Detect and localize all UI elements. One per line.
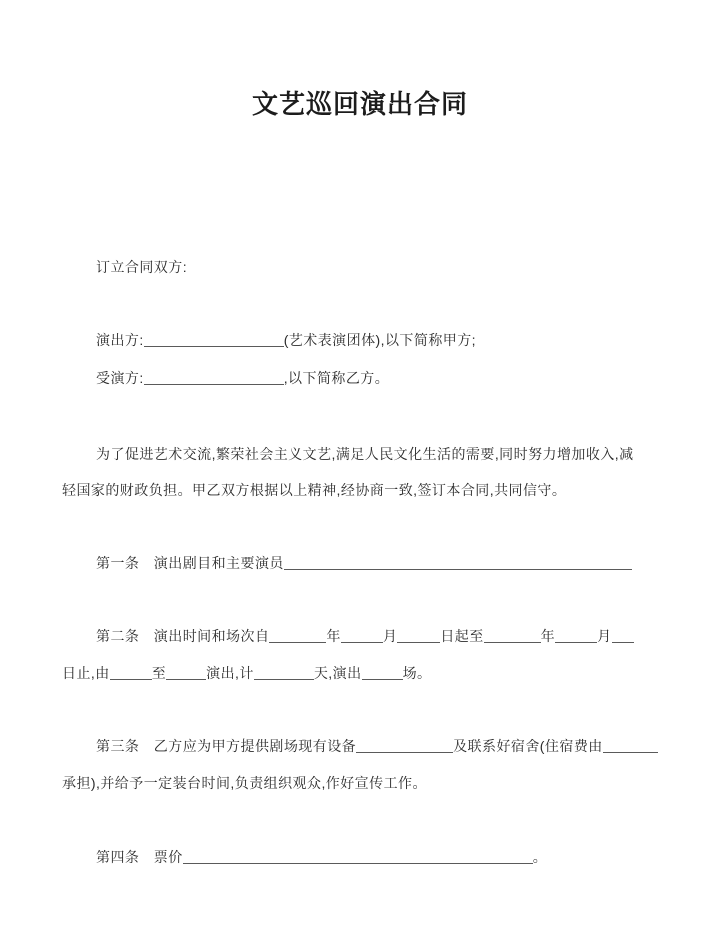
fill-in-blank[interactable] xyxy=(397,626,440,643)
fill-in-blank[interactable] xyxy=(110,663,152,680)
fill-in-blank[interactable] xyxy=(144,330,284,347)
fill-in-blank[interactable] xyxy=(555,626,597,643)
text-run: 年 xyxy=(326,628,341,644)
fill-in-blank[interactable] xyxy=(144,368,284,385)
line-performer-party xyxy=(96,330,476,351)
text-run: 第四条 票价 xyxy=(96,849,183,865)
line-article-3a xyxy=(96,736,658,757)
text-run: 为了促进艺术交流,繁荣社会主义文艺,满足人民文化生活的需要,同时努力增加收入,减 xyxy=(96,446,634,462)
fill-in-blank[interactable] xyxy=(484,626,541,643)
line-article-2a xyxy=(96,626,634,647)
text-run: 第三条 乙方应为甲方提供剧场现有设备 xyxy=(96,738,357,754)
fill-in-blank[interactable] xyxy=(362,663,403,680)
text-run: 及联系好宿舍(住宿费由 xyxy=(453,738,603,754)
line-host-party xyxy=(96,368,389,389)
line-contract-parties-intro xyxy=(96,257,187,278)
line-article-3b xyxy=(62,773,427,794)
text-run: 场。 xyxy=(402,665,432,681)
text-run: 演出,计 xyxy=(206,665,254,681)
document-title: 文艺巡回演出合同 xyxy=(251,90,468,119)
line-preamble-1 xyxy=(96,444,634,465)
fill-in-blank[interactable] xyxy=(603,736,658,753)
text-run: 订立合同双方: xyxy=(96,259,188,275)
text-run: 天,演出 xyxy=(313,665,362,681)
line-preamble-2 xyxy=(62,480,566,501)
text-run: 轻国家的财政负担。甲乙双方根据以上精神,经协商一致,签订本合同,共同信守。 xyxy=(62,482,567,498)
text-run: 至 xyxy=(151,665,167,681)
text-run: (艺术表演团体),以下简称甲方; xyxy=(283,332,477,348)
fill-in-blank[interactable] xyxy=(183,847,533,864)
text-run: ,以下简称乙方。 xyxy=(283,370,390,386)
line-article-2b xyxy=(62,663,431,684)
fill-in-blank[interactable] xyxy=(284,553,632,570)
text-run: 第二条 演出时间和场次自 xyxy=(96,628,270,644)
fill-in-blank[interactable] xyxy=(612,626,634,643)
text-run: 月 xyxy=(382,628,398,644)
fill-in-blank[interactable] xyxy=(356,736,453,753)
text-run: 第一条 演出剧目和主要演员 xyxy=(96,555,284,571)
text-run: 日起至 xyxy=(440,628,484,644)
text-run: 年 xyxy=(540,628,556,644)
text-run: 承担),并给予一定装台时间,负责组织观众,作好宣传工作。 xyxy=(62,775,427,791)
fill-in-blank[interactable] xyxy=(254,663,314,680)
fill-in-blank[interactable] xyxy=(269,626,326,643)
line-article-1 xyxy=(96,553,632,574)
text-run: 日止,由 xyxy=(62,665,110,681)
text-run: 受演方: xyxy=(96,370,144,386)
text-run: 月 xyxy=(597,628,612,644)
fill-in-blank[interactable] xyxy=(166,663,206,680)
text-run: 。 xyxy=(532,849,548,865)
text-run: 演出方: xyxy=(96,332,144,348)
fill-in-blank[interactable] xyxy=(341,626,383,643)
line-article-4 xyxy=(96,847,547,868)
